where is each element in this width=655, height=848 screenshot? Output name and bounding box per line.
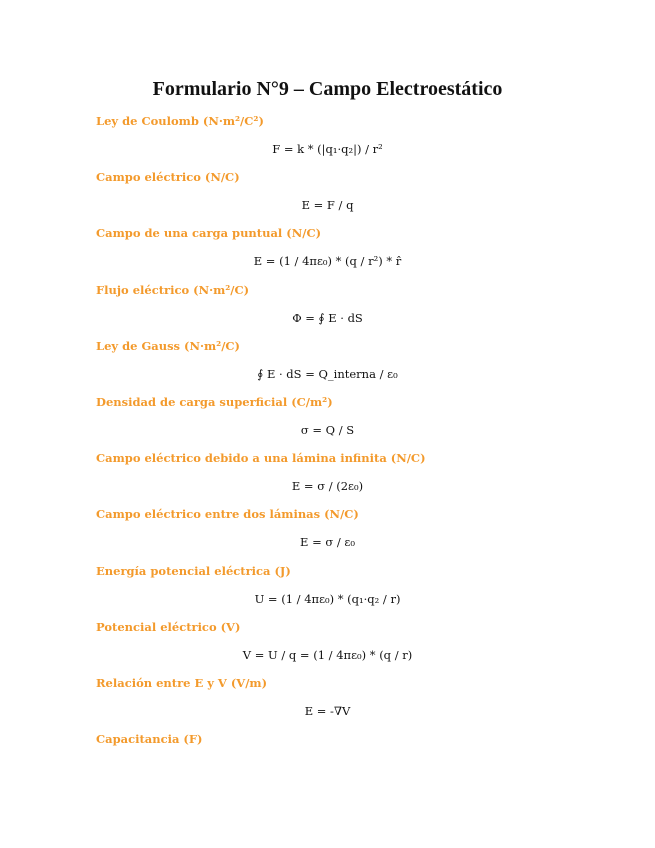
section-potential-energy [96, 562, 566, 618]
formula-surface-charge-density: σ = Q / S [300, 422, 355, 437]
section-gauss-law [96, 337, 566, 393]
heading-coulomb: Ley de Coulomb (N·m²/C²) [96, 114, 264, 128]
formula-e-v-relation: E = -∇V [304, 703, 351, 718]
section-electric-flux [96, 281, 566, 337]
section-capacitance [96, 730, 566, 786]
formula-list [96, 112, 566, 786]
heading-point-charge: Campo de una carga puntual (N/C) [96, 226, 322, 241]
heading-surface-charge-density: Densidad de carga superficial (C/m²) [96, 394, 333, 409]
section-two-sheets [96, 505, 566, 561]
section-coulomb [96, 112, 566, 168]
heading-capacitance: Capacitancia (F) [96, 732, 203, 747]
formula-electric-potential: V = U / q = (1 / 4πε₀) * (q / r) [242, 647, 413, 662]
heading-two-sheets: Campo eléctrico entre dos láminas (N/C) [96, 507, 359, 522]
heading-electric-flux: Flujo eléctrico (N·m²/C) [96, 282, 250, 297]
formula-electric-flux: Φ = ∮ E · dS [292, 310, 363, 325]
formula-potential-energy: U = (1 / 4πε₀) * (q₁·q₂ / r) [254, 591, 401, 606]
heading-gauss-law: Ley de Gauss (N·m²/C) [96, 338, 240, 353]
section-electric-field [96, 168, 566, 224]
formula-gauss-law: ∮ E · dS = Q_interna / ε₀ [257, 366, 398, 381]
page-title: Formulario N°9 – Campo Electroestático [152, 78, 503, 100]
section-surface-charge-density [96, 393, 566, 449]
heading-electric-field: Campo eléctrico (N/C) [96, 170, 240, 185]
heading-potential-energy: Energía potencial eléctrica (J) [96, 563, 291, 578]
formula-point-charge: E = (1 / 4πε₀) * (q / r²) * r̂ [253, 254, 402, 269]
heading-infinite-sheet: Campo eléctrico debido a una lámina infinita (N/C) [96, 451, 426, 466]
formula-two-sheets: E = σ / ε₀ [300, 535, 355, 550]
formula-infinite-sheet: E = σ / (2ε₀) [291, 479, 364, 494]
section-infinite-sheet [96, 449, 566, 505]
section-point-charge [96, 224, 566, 280]
section-electric-potential [96, 618, 566, 674]
heading-electric-potential: Potencial eléctrico (V) [96, 619, 241, 634]
heading-e-v-relation: Relación entre E y V (V/m) [96, 675, 268, 690]
formula-electric-field: E = F / q [301, 198, 354, 213]
section-e-v-relation [96, 674, 566, 730]
formula-coulomb: F = k * (|q₁·q₂|) / r² [272, 142, 383, 156]
